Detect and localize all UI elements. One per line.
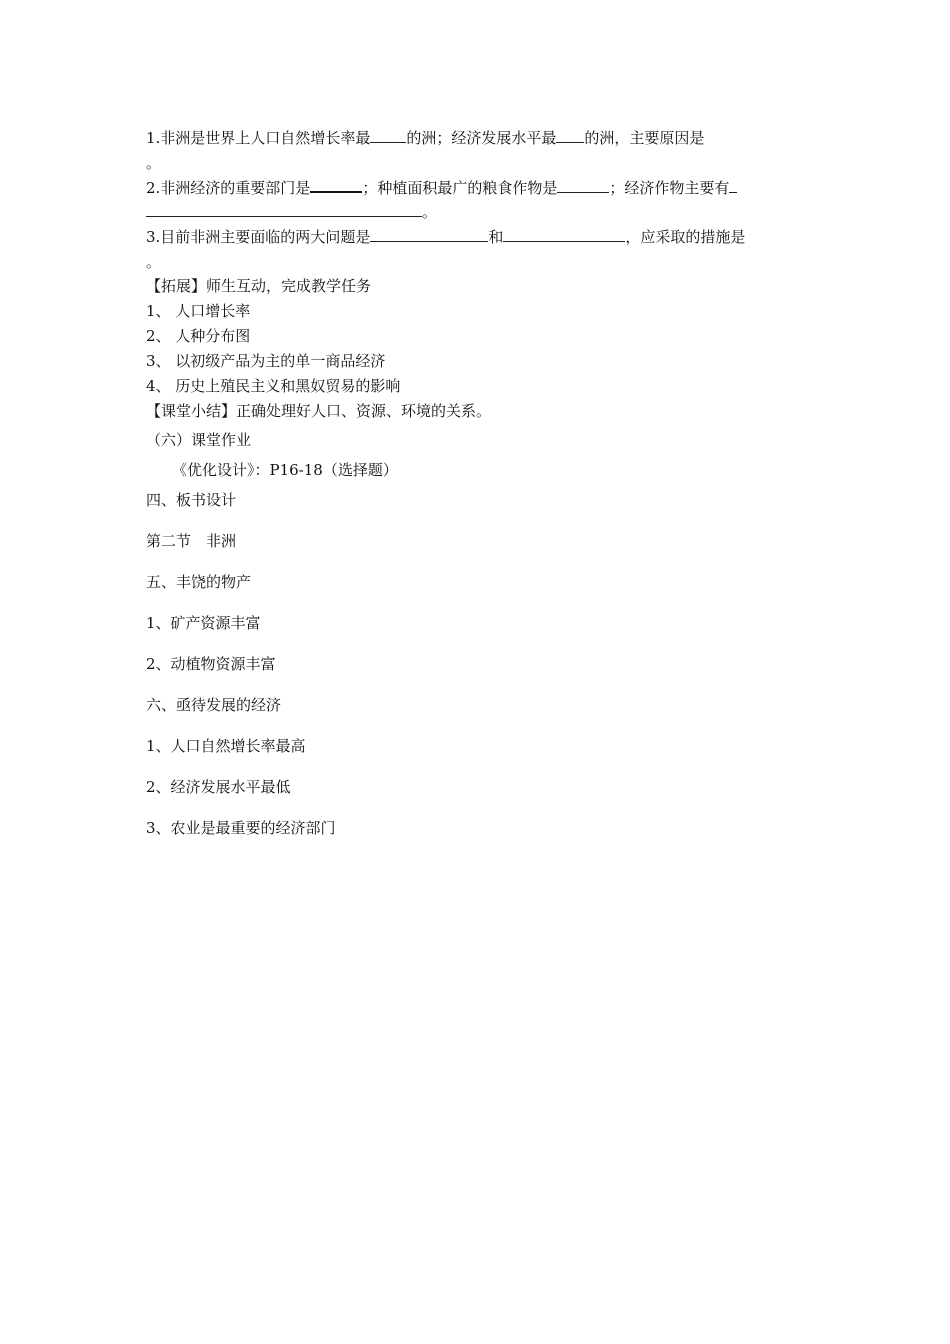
board-section-title: 第二节 非洲 (146, 532, 237, 550)
q2-end: 。 (422, 203, 438, 221)
question-1-end (146, 153, 161, 173)
board-list-item: 1、人口自然增长率最高 (146, 737, 306, 755)
q1-blank-2 (556, 128, 584, 143)
expand-item: 1、 人口增长率 (146, 302, 251, 320)
homework-heading: （六）课堂作业 (146, 431, 252, 449)
q1-end: 。 (146, 154, 162, 172)
question-2 (146, 177, 737, 198)
board-list-item: 1、矿产资源丰富 (146, 614, 261, 632)
q3-text-1: 3.目前非洲主要面临的两大问题是 (146, 228, 371, 246)
q1-blank-1 (370, 128, 406, 143)
board-heading: 四、板书设计 (146, 491, 237, 509)
question-1 (146, 128, 704, 148)
board-part-5: 五、丰饶的物产 (146, 573, 252, 591)
question-2-end (146, 202, 437, 222)
question-3 (146, 227, 745, 247)
board-list-item: 3、农业是最重要的经济部门 (146, 819, 336, 837)
q3-end: 。 (146, 253, 162, 271)
q3-text-3: ，应采取的措施是 (625, 228, 746, 246)
q2-text-3: ；经济作物主要有 (609, 179, 730, 197)
board-list-item: 2、动植物资源丰富 (146, 655, 276, 673)
q2-blank-2 (557, 178, 609, 193)
question-3-end (146, 252, 161, 272)
expand-item: 4、 历史上殖民主义和黑奴贸易的影响 (146, 377, 401, 395)
q3-text-2: 和 (488, 228, 504, 246)
board-list-item: 2、经济发展水平最低 (146, 778, 291, 796)
q1-text-2: 的洲；经济发展水平最 (406, 129, 557, 147)
q2-text-1: 2.非洲经济的重要部门是 (146, 179, 311, 197)
expand-item: 3、 以初级产品为主的单一商品经济 (146, 352, 386, 370)
board-part-6: 六、亟待发展的经济 (146, 696, 282, 714)
expand-heading: 【拓展】师生互动，完成教学任务 (146, 277, 372, 295)
q3-blank-1 (370, 227, 488, 242)
expand-item: 2、 人种分布图 (146, 327, 251, 345)
class-summary: 【课堂小结】正确处理好人口、资源、环境的关系。 (146, 402, 492, 420)
q2-blank-3b (146, 202, 422, 217)
q2-blank-1 (310, 177, 362, 193)
q2-blank-3a (729, 178, 737, 193)
homework-task: 《优化设计》：P16-18（选择题） (172, 461, 398, 479)
q1-text-1: 1.非洲是世界上人口自然增长率最 (146, 129, 371, 147)
q2-text-2: ；种植面积最广的粮食作物是 (362, 179, 558, 197)
q3-blank-2 (503, 227, 625, 242)
q1-text-3: 的洲，主要原因是 (584, 129, 705, 147)
